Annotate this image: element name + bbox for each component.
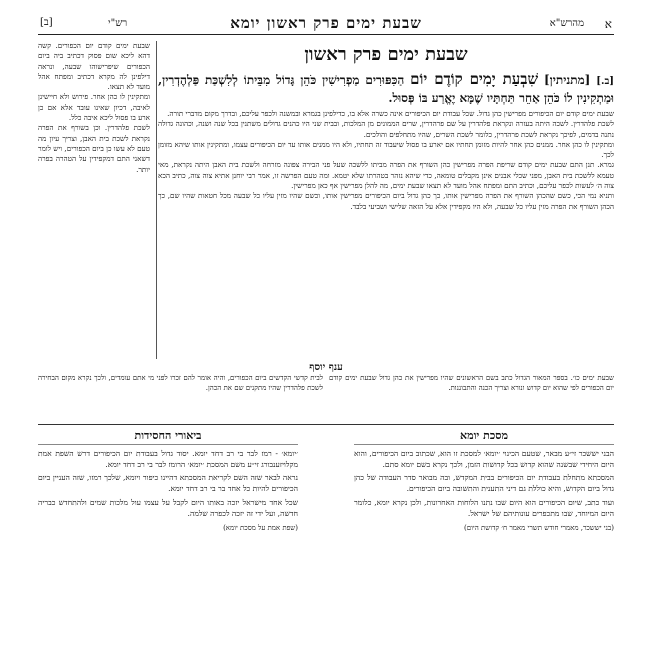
- section-divider: [38, 424, 614, 425]
- bottom-left-paragraph: נראה לבאר שזה השם לקריאת המסכתא דהיינו כיפור ויומא, שלכך רמזו, שזה העניין ביום הכיפורים להיות כל אחד בר בי רב דחד יומא.: [38, 473, 298, 494]
- running-title: שבעת ימים פרק ראשון יומא: [230, 14, 422, 32]
- biurei-hachasidut-column: [38, 431, 298, 651]
- folio-marker: [ב.]: [596, 76, 614, 87]
- anaf-yosef-block: [38, 374, 614, 418]
- commentary-paragraph: שבעת ימים קודם יום הכיפורים מפרישין כהן גדול. שכל עבודת יום הכיפורים אינה כשרה אלא בו, כדילפינן בגמרא ובמשנה ולכפר עליכם, ובדרך מקום מדברי תורה.: [167, 109, 614, 118]
- commentary-paragraph: ומתקינין לו כהן אחר. ממנים כהן אחר להיות מזומן תחתיו אם יארע בו פסול שיעבוד זה תחתיו, ולא היו ממנים אותו עד יום הכיפורים עצמו, ומתקינין אותו שיהא מזומן לכך.: [158, 139, 614, 160]
- top-region: [38, 41, 614, 359]
- bottom-left-source: (שפת אמת על מסכת יומא): [223, 523, 298, 532]
- commentary-paragraph: ותניא נמי הכי, כשם שהכהן השורף את הפרה מפרישין אותו, כך כהן גדול ביום הכיפורים מפרישין אותו, וכשם שהיו מזין עליו כל שבעה מכל חטאות שהיו שם, כך הכהן השורף את הפרה מזין עליו כל שבעה, ולא היו מקפידין אלא על הזאה שלישי ושביעי בלבד.: [158, 191, 614, 211]
- side-paragraph: ומתקינין לו כהן אחר. פירוש ולא חיישינן לאיבה, דכיון שאינו עובד אלא אם כן ארע בו פסול ליכא איבה כלל.: [38, 92, 150, 123]
- bottom-right-paragraph: הבני יששכר זי״ע מבאר, שטעם הכינוי ׳יומא׳ למסכת זו הוא, שכתוב ביום הכיפורים, והוא היום היחידי שבשנה שהוא קדוש בכל קדושות הזמן, ולכך נקרא בשם יומא סתם.: [354, 448, 614, 469]
- main-text-block: [158, 41, 614, 359]
- side-paragraph: שבעת ימים קודם יום הכפורים. קשה דהא ליכא שום פסוק דכתיב ביה ביום הכפורים שיפרישוהו שבעה, ונראה דילפינן לה מקרא דכתיב ומפתח אהל מועד לא תצאו.: [38, 41, 150, 92]
- masechet-yoma-heading: מסכת יומא: [354, 431, 614, 445]
- mishnah-lead-words: שִׁבְעַת יָמִים קוֹדֶם יוֹם: [410, 70, 539, 88]
- page-header: [38, 14, 614, 35]
- bottom-right-source: (בני יששכר, מאמרי חודש תשרי מאמר ח׳ קדושת היום): [464, 523, 614, 532]
- mishnah-text: הַכִּפּוּרִים מַפְרִישִׁין כֹּהֵן גָּדוֹל מִבֵּיתוֹ לְלִשְׁכַּת פַּלְהֶדְרִין, וּמַתְקִינִין לוֹ כֹּהֵן אַחֵר תַּחְתָּיו שֶׁמָּא יֶאֱרַע בּוֹ פְּסוּל.: [158, 73, 614, 105]
- bottom-right-paragraph: המסכתא מתחלת בעבודת יום הכיפורים בבית המקדש, ובה מבואר סדר העבודה של כהן גדול ביום הקדוש, והיא כוללת גם דיני התענית והתשובה ביום הכיפורים.: [354, 473, 614, 494]
- mishnah-label: [מתניתין]: [544, 73, 591, 87]
- anaf-yosef-heading: ענף יוסף: [309, 362, 343, 373]
- side-commentary: [38, 41, 157, 359]
- biurei-hachasidut-heading: ביאורי החסידות: [38, 431, 298, 445]
- side-paragraph: לשכת פלהדרין. וכן בשורף את הפרה נקראת לשכת בית האבן, וצריך עיון מה טעם לא עשו כן ביום הכפורים, ויש לומר דשאני התם דמקפידין על הטהרה בפרה יותר.: [38, 123, 150, 174]
- anaf-yosef-right: שבעת ימים כו׳. בספר המאור הגדול כתב בשם הראשונים שהיו מפרישין את כהן גדול שבעת ימים קודם יום הכפורים לפי שהוא יום קדוש ונורא וצריך הכנה והתבוננות.: [329, 374, 614, 392]
- maharsha-label: מהרש"א: [549, 18, 584, 29]
- commentary-paragraph: גמרא. תנן התם שבעת ימים קודם שריפת הפרה מפרישין כהן השורף את הפרה מביתו ללשכה שעל פני הבירה צפונה מזרחה ולשכת בית האבן היתה נקראת, מאי טעמא ללשכת בית האבן, מפני שכלי אבנים אינן מקבלים טומאה, כדי שיהא נזהר בטהרתו שלא יטמא. ומה טעם הפרשה זו, אמר רבי יוחנן אתיא צוה צוה, כתיב הכא צוה ה׳ לעשות לכפר עליכם, וכתיב התם ומפתח אהל מועד לא תצאו שבעת ימים, מה להלן מפרישין אף כאן מפרישין.: [158, 160, 614, 191]
- anaf-yosef-left: לבית קדשי הקדשים ביום הכפורים, והיה אומר להם זכרו לפני מי אתם עומדים, ולכך נקרא מקום הבחירה לשכת פלהדרין שהיו מתקנים שם את הכהן.: [38, 374, 323, 392]
- bottom-left-paragraph: ׳יומא׳ - רמז לבר בי רב דחד יומא. יסוד גדול בעבודת יום הכיפורים דרש השפת אמת מקלויזענבורג זי״ע משם המסכת ׳יומא׳ הרומז לבר בי רב דחד יומא.: [38, 448, 298, 469]
- mishnah: [158, 71, 614, 106]
- page-number: [ב]: [40, 17, 53, 28]
- chapter-title: שבעת ימים פרק ראשון: [304, 44, 468, 65]
- bottom-left-paragraph: שכל אחד מישראל יזכה באותו היום לקבל על עצמו עול מלכות שמים ולהתחדש כבריה חדשה, ועל ידי זה יזכה לכפרה שלמה.: [38, 497, 298, 518]
- masechet-yoma-column: [354, 431, 614, 651]
- bottom-section: [38, 431, 614, 651]
- bottom-right-paragraph: ועוד כתב, שיום הכיפורים הוא היום שבו נתנו הלוחות האחרונות, ולכן נקרא יומא, כלומר היום המיוחד, שבו מתכפרים עונותיהם של ישראל.: [354, 497, 614, 518]
- folio-number: א: [604, 17, 612, 31]
- commentary-paragraph: לשכת פלהדרין. לשכה היתה בעזרה ונקראת פלהדרין על שם פרהדרין, שרים הממונים מן המלכות, ובבית שני היו כהנים גדולים משתנין בכל שנה ושנה, וכהונה גדולה נתנה בדמים, לפיכך נקראת לשכת פרהדרין, כלומר לשכת השרים, שהיו מתחלפים והולכים.: [158, 119, 614, 139]
- rashi-label: רש"י: [108, 18, 128, 29]
